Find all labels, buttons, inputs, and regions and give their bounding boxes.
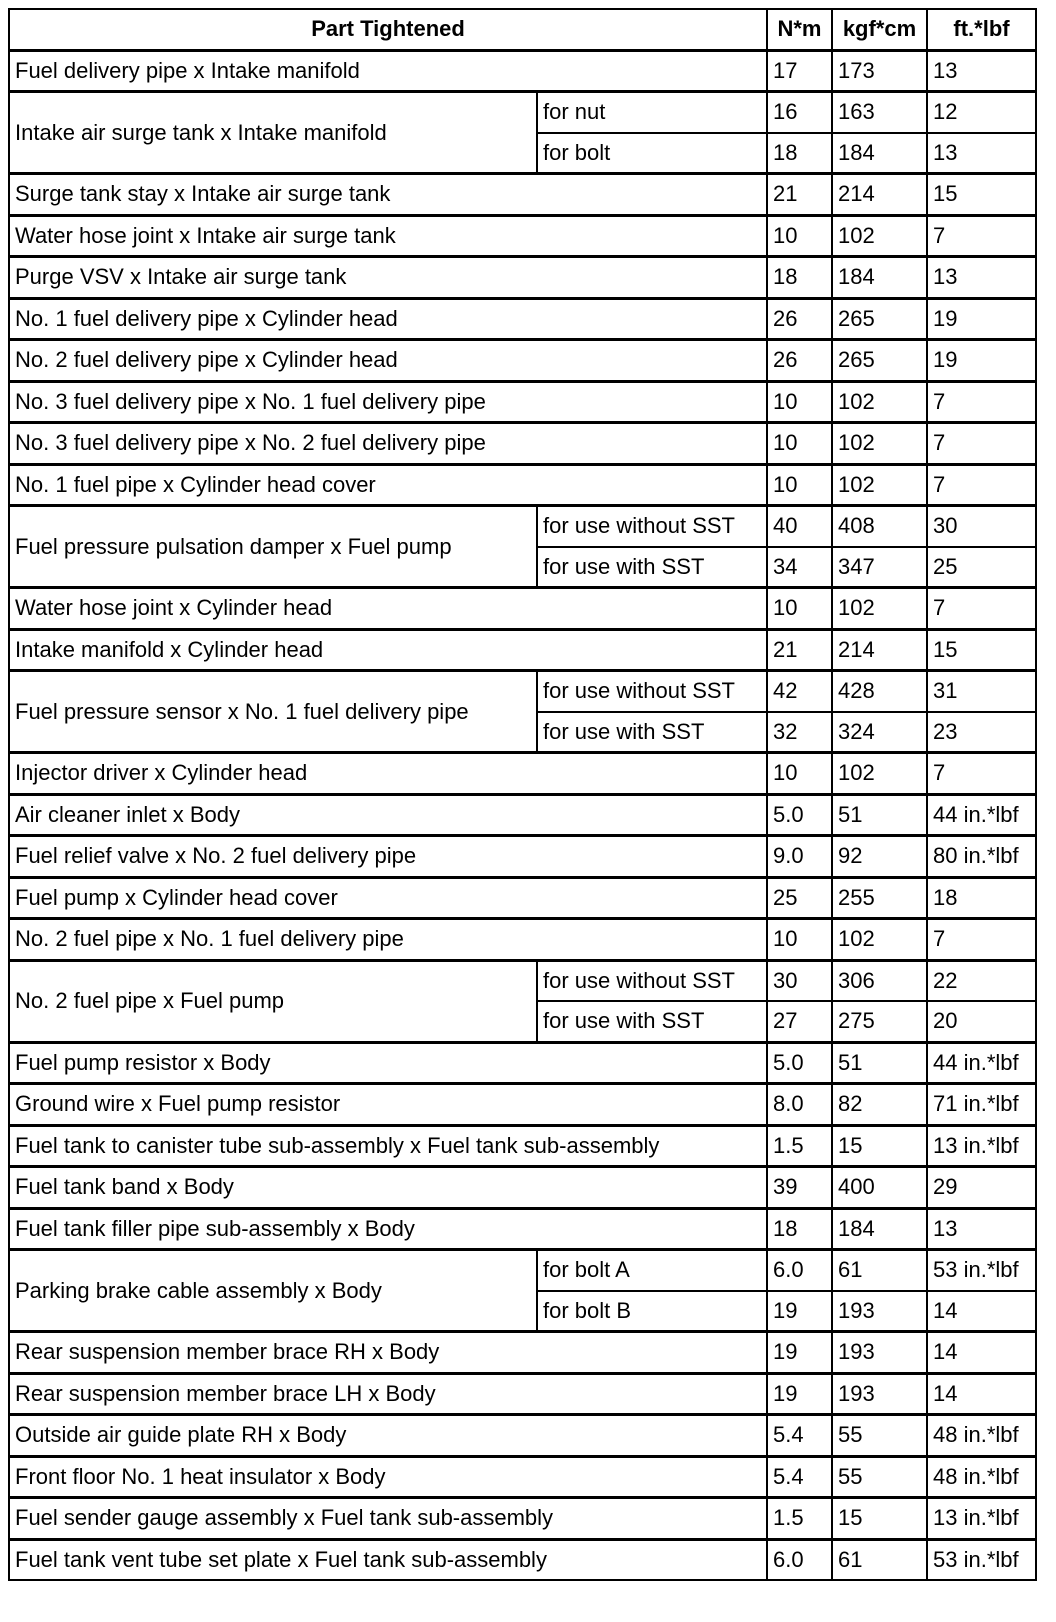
part-tightened-cell: Ground wire x Fuel pump resistor [9, 1084, 767, 1126]
table-row [9, 50, 1036, 92]
kgf-cm-cell: 400 [832, 1167, 927, 1209]
nm-cell: 42 [767, 671, 832, 712]
part-tightened-cell: Fuel tank vent tube set plate x Fuel tank sub-assembly [9, 1539, 767, 1580]
nm-cell: 16 [767, 92, 832, 133]
kgf-cm-cell: 102 [832, 381, 927, 423]
nm-cell: 9.0 [767, 836, 832, 878]
ft-lbf-cell: 13 in.*lbf [927, 1125, 1036, 1167]
kgf-cm-cell: 51 [832, 1042, 927, 1084]
part-tightened-cell: Rear suspension member brace LH x Body [9, 1373, 767, 1415]
nm-cell: 1.5 [767, 1498, 832, 1540]
condition-cell: for bolt B [537, 1291, 767, 1332]
kgf-cm-cell: 347 [832, 547, 927, 588]
kgf-cm-cell: 55 [832, 1415, 927, 1457]
part-tightened-cell: No. 2 fuel pipe x Fuel pump [9, 960, 537, 1042]
table-row [9, 215, 1036, 257]
kgf-cm-cell: 214 [832, 174, 927, 216]
nm-cell: 40 [767, 506, 832, 547]
ft-lbf-cell: 13 [927, 257, 1036, 299]
part-tightened-cell: Water hose joint x Intake air surge tank [9, 215, 767, 257]
kgf-cm-cell: 275 [832, 1001, 927, 1042]
condition-cell: for use without SST [537, 671, 767, 712]
kgf-cm-cell: 193 [832, 1373, 927, 1415]
ft-lbf-cell: 7 [927, 588, 1036, 630]
ft-lbf-cell: 13 in.*lbf [927, 1498, 1036, 1540]
table-row [9, 629, 1036, 671]
kgf-cm-cell: 102 [832, 753, 927, 795]
part-tightened-cell: No. 3 fuel delivery pipe x No. 2 fuel delivery pipe [9, 423, 767, 465]
kgf-cm-cell: 102 [832, 423, 927, 465]
table-row [9, 1373, 1036, 1415]
part-tightened-cell: Fuel tank band x Body [9, 1167, 767, 1209]
nm-cell: 5.4 [767, 1456, 832, 1498]
header-row [9, 9, 1036, 50]
part-tightened-cell: Surge tank stay x Intake air surge tank [9, 174, 767, 216]
kgf-cm-cell: 428 [832, 671, 927, 712]
nm-cell: 6.0 [767, 1539, 832, 1580]
ft-lbf-cell: 13 [927, 133, 1036, 174]
part-tightened-cell: Rear suspension member brace RH x Body [9, 1332, 767, 1374]
condition-cell: for use with SST [537, 547, 767, 588]
table-row [9, 1167, 1036, 1209]
kgf-cm-cell: 306 [832, 960, 927, 1001]
kgf-cm-cell: 265 [832, 340, 927, 382]
nm-cell: 30 [767, 960, 832, 1001]
part-tightened-cell: No. 2 fuel delivery pipe x Cylinder head [9, 340, 767, 382]
part-tightened-cell: No. 3 fuel delivery pipe x No. 1 fuel delivery pipe [9, 381, 767, 423]
nm-cell: 27 [767, 1001, 832, 1042]
nm-cell: 25 [767, 877, 832, 919]
ft-lbf-cell: 7 [927, 464, 1036, 506]
table-row [9, 340, 1036, 382]
kgf-cm-cell: 173 [832, 50, 927, 92]
nm-cell: 26 [767, 340, 832, 382]
condition-cell: for use with SST [537, 1001, 767, 1042]
nm-cell: 5.4 [767, 1415, 832, 1457]
part-tightened-cell: Parking brake cable assembly x Body [9, 1250, 537, 1332]
table-row [9, 794, 1036, 836]
ft-lbf-cell: 22 [927, 960, 1036, 1001]
ft-lbf-cell: 25 [927, 547, 1036, 588]
nm-cell: 18 [767, 133, 832, 174]
ft-lbf-cell: 31 [927, 671, 1036, 712]
part-tightened-cell: No. 1 fuel pipe x Cylinder head cover [9, 464, 767, 506]
table-row [9, 588, 1036, 630]
nm-cell: 8.0 [767, 1084, 832, 1126]
ft-lbf-cell: 48 in.*lbf [927, 1456, 1036, 1498]
table-row [9, 1456, 1036, 1498]
table-row [9, 381, 1036, 423]
nm-cell: 6.0 [767, 1250, 832, 1291]
header-ft-lbf: ft.*lbf [927, 9, 1036, 50]
ft-lbf-cell: 19 [927, 298, 1036, 340]
nm-cell: 1.5 [767, 1125, 832, 1167]
table-row [9, 423, 1036, 465]
ft-lbf-cell: 12 [927, 92, 1036, 133]
table-row [9, 1208, 1036, 1250]
condition-cell: for bolt [537, 133, 767, 174]
part-tightened-cell: Intake air surge tank x Intake manifold [9, 92, 537, 174]
kgf-cm-cell: 193 [832, 1291, 927, 1332]
kgf-cm-cell: 255 [832, 877, 927, 919]
ft-lbf-cell: 53 in.*lbf [927, 1539, 1036, 1580]
ft-lbf-cell: 15 [927, 174, 1036, 216]
nm-cell: 10 [767, 215, 832, 257]
nm-cell: 21 [767, 174, 832, 216]
part-tightened-cell: No. 2 fuel pipe x No. 1 fuel delivery pipe [9, 919, 767, 961]
condition-cell: for use without SST [537, 960, 767, 1001]
part-tightened-cell: Fuel pressure pulsation damper x Fuel pump [9, 506, 537, 588]
nm-cell: 10 [767, 588, 832, 630]
nm-cell: 34 [767, 547, 832, 588]
part-tightened-cell: Fuel pump resistor x Body [9, 1042, 767, 1084]
kgf-cm-cell: 102 [832, 919, 927, 961]
table-row [9, 1498, 1036, 1540]
table-row [9, 506, 1036, 547]
ft-lbf-cell: 53 in.*lbf [927, 1250, 1036, 1291]
nm-cell: 18 [767, 257, 832, 299]
kgf-cm-cell: 184 [832, 1208, 927, 1250]
table-row [9, 671, 1036, 712]
part-tightened-cell: Fuel pressure sensor x No. 1 fuel delivery pipe [9, 671, 537, 753]
table-row [9, 92, 1036, 133]
ft-lbf-cell: 44 in.*lbf [927, 1042, 1036, 1084]
ft-lbf-cell: 14 [927, 1332, 1036, 1374]
table-body [9, 50, 1036, 1580]
table-row [9, 1125, 1036, 1167]
table-row [9, 1250, 1036, 1291]
ft-lbf-cell: 13 [927, 1208, 1036, 1250]
part-tightened-cell: Fuel tank filler pipe sub-assembly x Body [9, 1208, 767, 1250]
ft-lbf-cell: 13 [927, 50, 1036, 92]
kgf-cm-cell: 184 [832, 257, 927, 299]
kgf-cm-cell: 15 [832, 1498, 927, 1540]
nm-cell: 39 [767, 1167, 832, 1209]
nm-cell: 10 [767, 381, 832, 423]
kgf-cm-cell: 184 [832, 133, 927, 174]
nm-cell: 17 [767, 50, 832, 92]
table-row [9, 1084, 1036, 1126]
ft-lbf-cell: 15 [927, 629, 1036, 671]
part-tightened-cell: Water hose joint x Cylinder head [9, 588, 767, 630]
table-row [9, 298, 1036, 340]
nm-cell: 5.0 [767, 794, 832, 836]
ft-lbf-cell: 7 [927, 423, 1036, 465]
kgf-cm-cell: 102 [832, 215, 927, 257]
kgf-cm-cell: 214 [832, 629, 927, 671]
table-row [9, 464, 1036, 506]
ft-lbf-cell: 19 [927, 340, 1036, 382]
header-nm: N*m [767, 9, 832, 50]
ft-lbf-cell: 44 in.*lbf [927, 794, 1036, 836]
kgf-cm-cell: 324 [832, 712, 927, 753]
condition-cell: for bolt A [537, 1250, 767, 1291]
kgf-cm-cell: 55 [832, 1456, 927, 1498]
kgf-cm-cell: 408 [832, 506, 927, 547]
kgf-cm-cell: 92 [832, 836, 927, 878]
kgf-cm-cell: 193 [832, 1332, 927, 1374]
nm-cell: 19 [767, 1373, 832, 1415]
ft-lbf-cell: 23 [927, 712, 1036, 753]
part-tightened-cell: Front floor No. 1 heat insulator x Body [9, 1456, 767, 1498]
table-row [9, 960, 1036, 1001]
part-tightened-cell: Outside air guide plate RH x Body [9, 1415, 767, 1457]
nm-cell: 5.0 [767, 1042, 832, 1084]
part-tightened-cell: Air cleaner inlet x Body [9, 794, 767, 836]
table-row [9, 1332, 1036, 1374]
nm-cell: 10 [767, 753, 832, 795]
nm-cell: 10 [767, 919, 832, 961]
nm-cell: 10 [767, 464, 832, 506]
condition-cell: for use with SST [537, 712, 767, 753]
nm-cell: 32 [767, 712, 832, 753]
table-row [9, 919, 1036, 961]
kgf-cm-cell: 102 [832, 588, 927, 630]
header-kgf-cm: kgf*cm [832, 9, 927, 50]
part-tightened-cell: Fuel delivery pipe x Intake manifold [9, 50, 767, 92]
part-tightened-cell: No. 1 fuel delivery pipe x Cylinder head [9, 298, 767, 340]
part-tightened-cell: Fuel tank to canister tube sub-assembly x Fuel tank sub-assembly [9, 1125, 767, 1167]
kgf-cm-cell: 61 [832, 1250, 927, 1291]
ft-lbf-cell: 29 [927, 1167, 1036, 1209]
torque-specification-table [8, 8, 1037, 1581]
nm-cell: 19 [767, 1332, 832, 1374]
condition-cell: for use without SST [537, 506, 767, 547]
part-tightened-cell: Fuel relief valve x No. 2 fuel delivery pipe [9, 836, 767, 878]
table-row [9, 257, 1036, 299]
part-tightened-cell: Intake manifold x Cylinder head [9, 629, 767, 671]
nm-cell: 19 [767, 1291, 832, 1332]
ft-lbf-cell: 30 [927, 506, 1036, 547]
ft-lbf-cell: 7 [927, 381, 1036, 423]
ft-lbf-cell: 7 [927, 919, 1036, 961]
table-row [9, 174, 1036, 216]
kgf-cm-cell: 61 [832, 1539, 927, 1580]
table-header [9, 9, 1036, 50]
table-row [9, 1539, 1036, 1580]
table-row [9, 1042, 1036, 1084]
part-tightened-cell: Purge VSV x Intake air surge tank [9, 257, 767, 299]
ft-lbf-cell: 80 in.*lbf [927, 836, 1036, 878]
condition-cell: for nut [537, 92, 767, 133]
kgf-cm-cell: 265 [832, 298, 927, 340]
kgf-cm-cell: 163 [832, 92, 927, 133]
table-row [9, 836, 1036, 878]
part-tightened-cell: Fuel pump x Cylinder head cover [9, 877, 767, 919]
ft-lbf-cell: 14 [927, 1291, 1036, 1332]
kgf-cm-cell: 51 [832, 794, 927, 836]
part-tightened-cell: Fuel sender gauge assembly x Fuel tank sub-assembly [9, 1498, 767, 1540]
part-tightened-cell: Injector driver x Cylinder head [9, 753, 767, 795]
table-row [9, 1415, 1036, 1457]
nm-cell: 21 [767, 629, 832, 671]
ft-lbf-cell: 20 [927, 1001, 1036, 1042]
kgf-cm-cell: 82 [832, 1084, 927, 1126]
ft-lbf-cell: 48 in.*lbf [927, 1415, 1036, 1457]
nm-cell: 10 [767, 423, 832, 465]
table-row [9, 877, 1036, 919]
nm-cell: 18 [767, 1208, 832, 1250]
ft-lbf-cell: 7 [927, 753, 1036, 795]
ft-lbf-cell: 18 [927, 877, 1036, 919]
nm-cell: 26 [767, 298, 832, 340]
ft-lbf-cell: 7 [927, 215, 1036, 257]
header-part-tightened: Part Tightened [9, 9, 767, 50]
kgf-cm-cell: 102 [832, 464, 927, 506]
table-row [9, 753, 1036, 795]
kgf-cm-cell: 15 [832, 1125, 927, 1167]
ft-lbf-cell: 14 [927, 1373, 1036, 1415]
ft-lbf-cell: 71 in.*lbf [927, 1084, 1036, 1126]
